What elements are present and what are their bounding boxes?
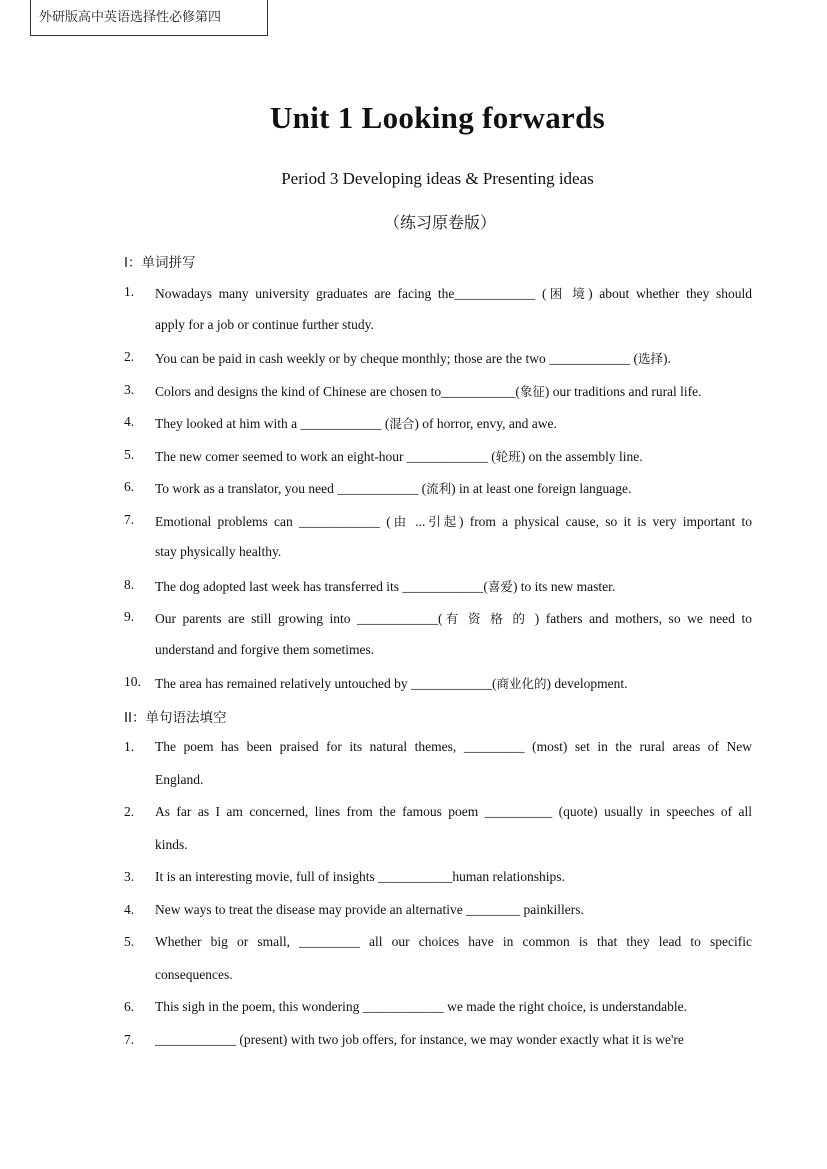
question-text-line: New ways to treat the disease may provide an alternative ________ painkillers.: [155, 901, 584, 917]
question-text-line: kinds.: [155, 836, 188, 852]
question-text-line: Emotional problems can ____________ (由 ...引起) from a physical cause, so it is very important to: [155, 513, 752, 529]
question-number: 7.: [124, 1031, 135, 1047]
question-number: 4.: [124, 414, 135, 429]
version-label: （练习原卷版）: [383, 213, 496, 232]
question-text-line: The new comer seemed to work an eight-hour ____________ (轮班) on the assembly line.: [155, 448, 643, 464]
section-heading-grammar: II：单句语法填空: [124, 710, 227, 726]
question-text-line: It is an interesting movie, full of insights ___________human relationships.: [155, 869, 565, 884]
question-text-line: understand and forgive them sometimes.: [155, 641, 375, 657]
question-text-line: Whether big or small, _________ all our choices have in common is that they lead to specific: [155, 934, 752, 949]
question-number: 5.: [124, 934, 135, 949]
question-text-line: The dog adopted last week has transferred its ____________(喜爱) to its new master.: [155, 578, 616, 594]
question-text-line: Colors and designs the kind of Chinese are chosen to___________(象征) our traditions and rural life.: [155, 383, 702, 399]
question-number: 2.: [124, 349, 135, 364]
question-text-line: You can be paid in cash weekly or by cheque monthly; those are the two ____________ (选择).: [155, 351, 671, 366]
unit-title: Unit 1 Looking forwards: [269, 100, 606, 135]
question-text-line: To work as a translator, you need ____________ (流利) in at least one foreign language.: [155, 481, 632, 496]
question-text-line: As far as I am concerned, lines from the famous poem __________ (quote) usually in speeches of all: [155, 804, 752, 819]
question-number: 10.: [124, 674, 141, 689]
question-text-line: ____________ (present) with two job offers, for instance, we may wonder exactly what it is we're: [155, 1031, 684, 1047]
question-text-line: apply for a job or continue further study.: [155, 316, 374, 332]
question-number: 7.: [124, 511, 135, 527]
question-text-line: The poem has been praised for its natural themes, _________ (most) set in the rural areas of New: [155, 739, 752, 754]
question-number: 1.: [124, 284, 135, 299]
question-text-line: They looked at him with a ____________ (混合) of horror, envy, and awe.: [155, 416, 557, 431]
question-text-line: stay physically healthy.: [155, 544, 282, 559]
question-text-line: consequences.: [155, 966, 233, 982]
period-subtitle: Period 3 Developing ideas & Presenting ideas: [281, 169, 594, 188]
question-text-line: England.: [155, 771, 204, 787]
question-text-line: Our parents are still growing into ____________(有 资 格 的 ) fathers and mothers, so we need to: [155, 611, 752, 626]
question-number: 2.: [124, 804, 135, 819]
question-text-line: This sigh in the poem, this wondering ____________ we made the right choice, is understandable.: [155, 999, 688, 1014]
question-number: 9.: [124, 609, 135, 624]
series-tag: 外研版高中英语选择性必修第四: [30, 0, 268, 36]
question-number: 4.: [124, 901, 135, 917]
question-number: 6.: [124, 479, 135, 494]
section-heading-spelling: I：单词拼写: [124, 255, 196, 271]
question-number: 3.: [124, 381, 135, 397]
question-text-line: The area has remained relatively untouched by ____________(商业化的) development.: [155, 676, 628, 691]
question-number: 5.: [124, 446, 135, 462]
question-text-line: Nowadays many university graduates are facing the____________ (困 境) about whether they should: [155, 286, 752, 301]
question-number: 3.: [124, 869, 135, 884]
question-number: 8.: [124, 576, 135, 592]
question-number: 1.: [124, 739, 135, 754]
question-number: 6.: [124, 999, 135, 1014]
